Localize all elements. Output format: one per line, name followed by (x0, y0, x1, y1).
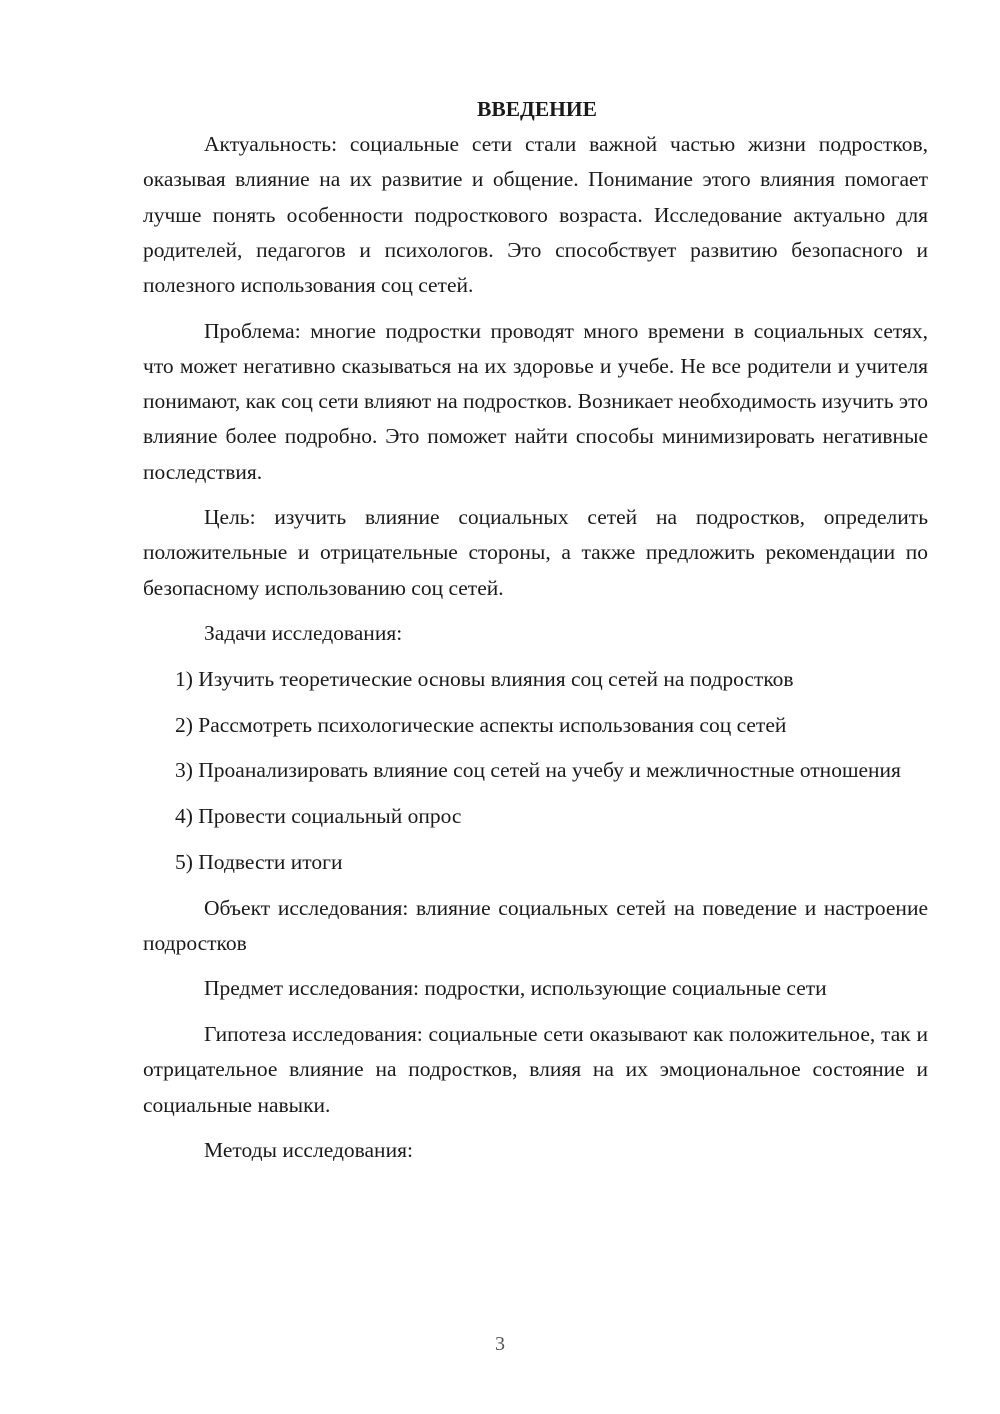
methods-heading: Методы исследования: (204, 1138, 413, 1163)
tasks-heading: Задачи исследования: (204, 621, 403, 646)
problem-paragraph: Проблема: многие подростки проводят много времени в социальных сетях, что может негативно сказываться на их здоровье и учебе. Не все родители и учителя понимают, как соц сети влияют на подростков. Возникает необходимость изучить это влияние более подробно. Это поможет найти способы минимизировать негативные последствия. (143, 318, 928, 484)
list-item: 4) Провести социальный опрос (175, 804, 462, 829)
goal-paragraph: Цель: изучить влияние социальных сетей на подростков, определить положительные и отрицательные стороны, а также предложить рекомендации по безопасному использованию соц сетей. (143, 505, 928, 600)
list-item: 1) Изучить теоретические основы влияния соц сетей на подростков (175, 667, 794, 692)
list-item: 5) Подвести итоги (175, 849, 343, 874)
list-item: 2) Рассмотреть психологические аспекты использования соц сетей (175, 712, 787, 737)
object-paragraph: Объект исследования: влияние социальных сетей на поведение и настроение подростков (143, 895, 928, 955)
tasks-list (143, 662, 928, 880)
document-page (143, 92, 928, 1179)
page-title: ВВЕДЕНИЕ (477, 97, 597, 121)
subject-paragraph: Предмет исследования: подростки, использующие социальные сети (204, 976, 827, 1001)
relevance-paragraph: Актуальность: социальные сети стали важной частью жизни подростков, оказывая влияние на их развитие и общение. Понимание этого влияния помогает лучше понять особенности подросткового возраста. Исследование актуально для родителей, педагогов и психологов. Это способствует развитию безопасного и полезного использования соц сетей. (143, 132, 928, 298)
hypothesis-paragraph: Гипотеза исследования: социальные сети оказывают как положительное, так и отрицательное влияние на подростков, влияя на их эмоциональное состояние и социальные навыки. (143, 1022, 928, 1117)
page-number: 3 (495, 1333, 505, 1355)
list-item: 3) Проанализировать влияние соц сетей на учебу и межличностные отношения (175, 758, 901, 783)
